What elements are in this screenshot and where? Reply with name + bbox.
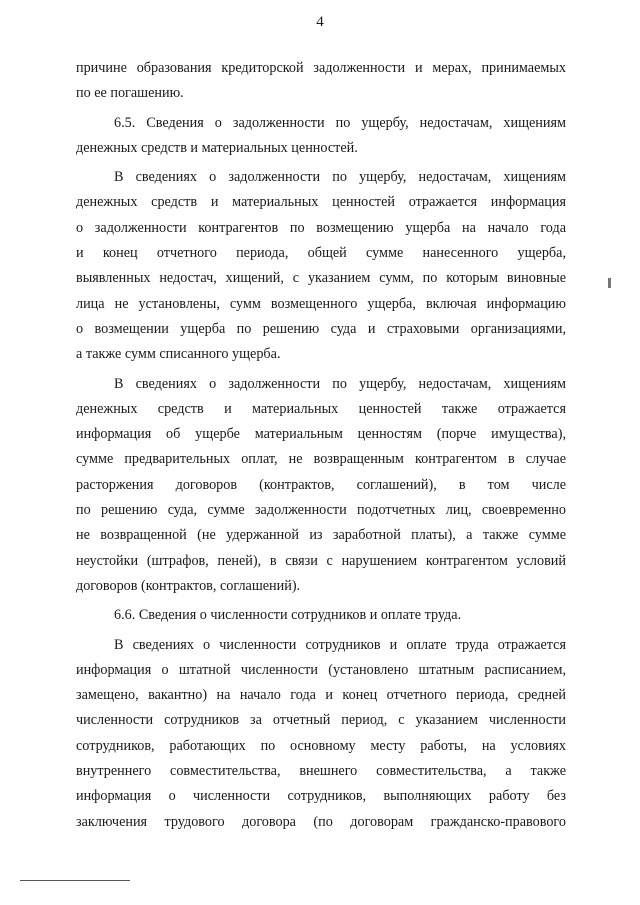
text-line: а также сумм списанного ущерба. bbox=[76, 346, 281, 363]
text-line: неустойки (штрафов, пеней), в связи с нарушением контрагентом условий bbox=[76, 552, 566, 569]
text-line: по решению суда, сумме задолженности подотчетных лиц, своевременно bbox=[76, 502, 566, 519]
text-line: денежных средств и материальных ценностей также отражается bbox=[76, 400, 566, 417]
text-line: сотрудников, работающих по основному месту работы, на условиях bbox=[76, 737, 566, 754]
text-line: сумме предварительных оплат, не возвращенным контрагентом в случае bbox=[76, 451, 566, 468]
document-body bbox=[76, 56, 566, 835]
paragraph bbox=[76, 633, 566, 835]
text-line: внутреннего совместительства, внешнего совместительства, а также bbox=[76, 763, 566, 780]
text-line: денежных средств и материальных ценностей отражается информация bbox=[76, 194, 566, 211]
text-line: лица не установлены, сумм возмещенного ущерба, включая информацию bbox=[76, 295, 566, 312]
text-line: численности сотрудников за отчетный период, с указанием численности bbox=[76, 712, 566, 729]
text-line: 6.5. Сведения о задолженности по ущербу, недостачам, хищениям bbox=[114, 114, 566, 131]
text-line: замещено, вакантно) на начало года и конец отчетного периода, средней bbox=[76, 687, 566, 704]
text-line: заключения трудового договора (по договорам гражданско-правового bbox=[76, 813, 566, 830]
page-number: 4 bbox=[316, 14, 324, 30]
text-line: договоров (контрактов, соглашений). bbox=[76, 577, 301, 594]
text-line: о задолженности контрагентов по возмещению ущерба на начало года bbox=[76, 219, 566, 236]
text-line: выявленных недостач, хищений, с указанием сумм, по которым виновные bbox=[76, 270, 566, 287]
paragraph bbox=[76, 165, 566, 367]
paragraph-continuation bbox=[76, 56, 566, 107]
text-line: информация об ущербе материальным ценностям (порче имущества), bbox=[76, 426, 566, 443]
scan-margin-mark bbox=[608, 278, 611, 288]
text-line: денежных средств и материальных ценностей. bbox=[76, 139, 358, 156]
text-line: и конец отчетного периода, общей сумме нанесенного ущерба, bbox=[76, 245, 566, 262]
section-heading-6-6 bbox=[76, 603, 566, 628]
section-heading-6-5 bbox=[76, 111, 566, 162]
text-line: информация о численности сотрудников, выполняющих работу без bbox=[76, 788, 566, 805]
text-line: В сведениях о численности сотрудников и оплате труда отражается bbox=[114, 636, 566, 653]
text-line: причине образования кредиторской задолженности и мерах, принимаемых bbox=[76, 60, 566, 76]
footer-rule bbox=[20, 880, 130, 881]
text-line: по ее погашению. bbox=[76, 85, 184, 102]
text-line: не возвращенной (не удержанной из заработной платы), а также сумме bbox=[76, 527, 566, 544]
text-line: расторжения договоров (контрактов, соглашений), в том числе bbox=[76, 476, 566, 493]
text-line: В сведениях о задолженности по ущербу, недостачам, хищениям bbox=[114, 169, 566, 186]
text-line: В сведениях о задолженности по ущербу, недостачам, хищениям bbox=[114, 375, 566, 392]
paragraph bbox=[76, 372, 566, 600]
text-line: информация о штатной численности (установлено штатным расписанием, bbox=[76, 661, 566, 678]
text-line: о возмещении ущерба по решению суда и страховыми организациями, bbox=[76, 320, 566, 337]
text-line: 6.6. Сведения о численности сотрудников и оплате труда. bbox=[114, 607, 462, 624]
